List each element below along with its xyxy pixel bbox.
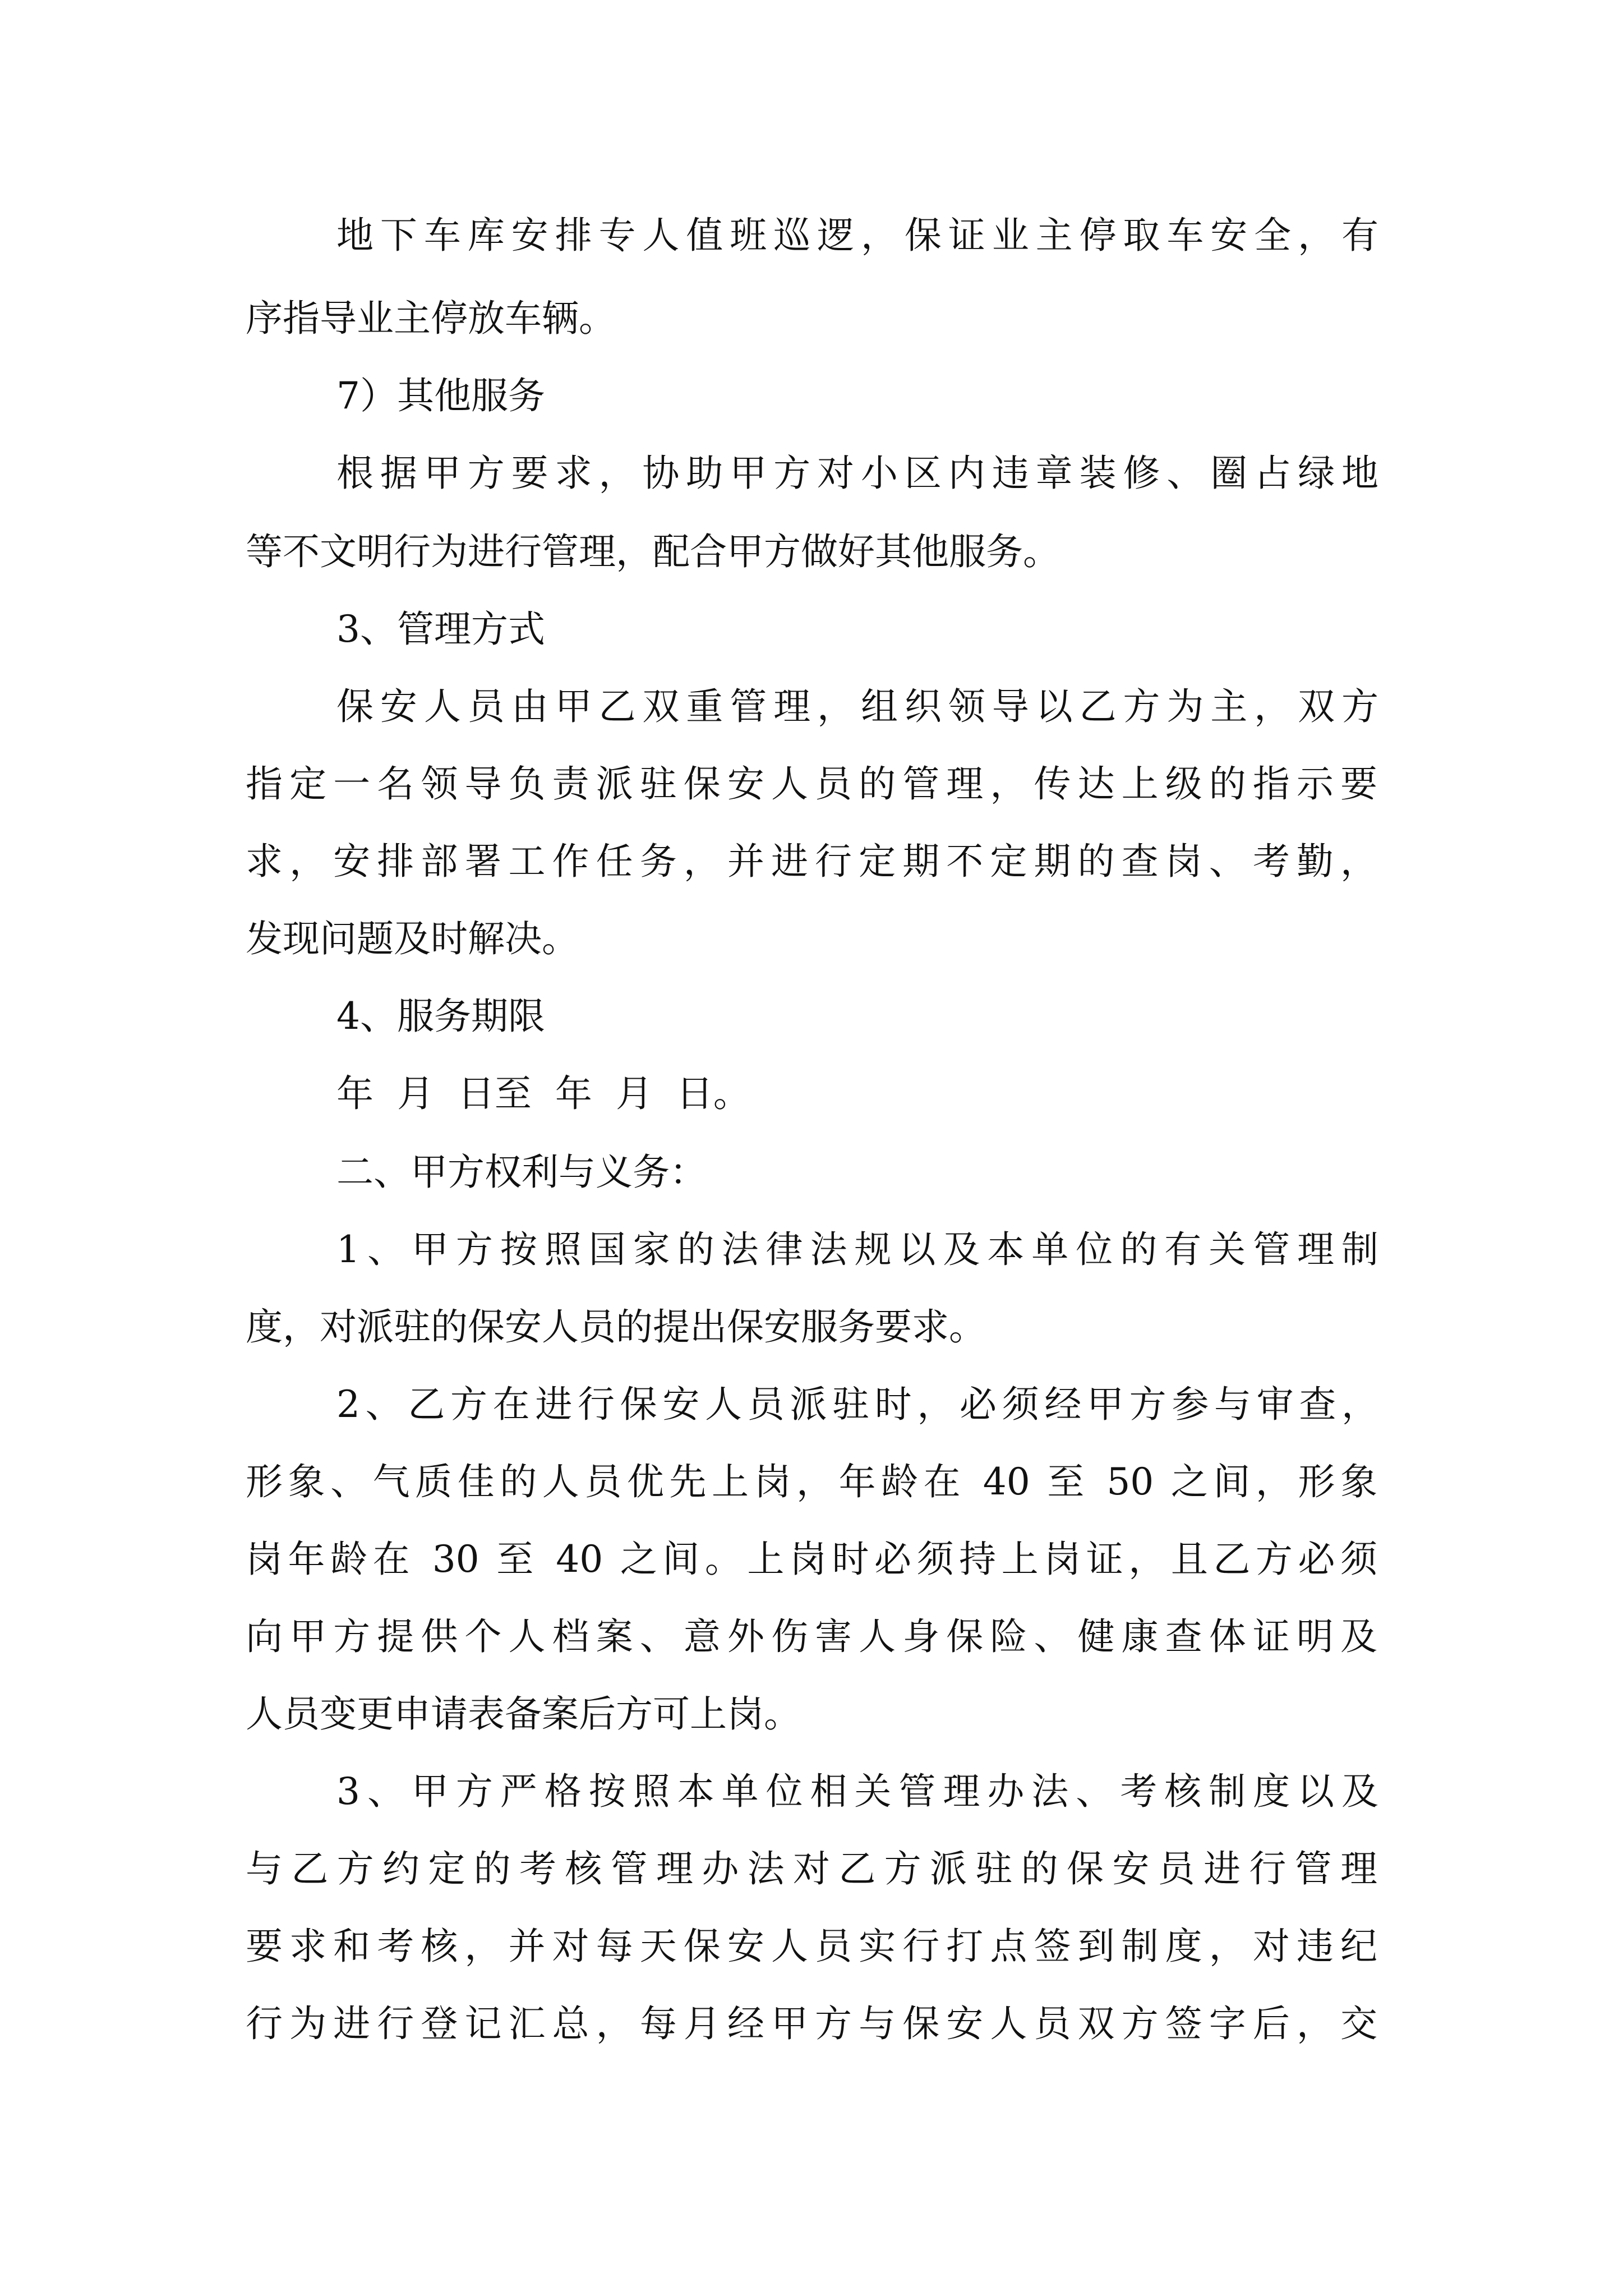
paragraph-line: 1、甲方按照国家的法律法规以及本单位的有关管理制	[336, 1228, 1378, 1271]
section-heading: 4、服务期限	[336, 995, 545, 1038]
paragraph-line: 岗年龄在 30 至 40 之间。上岗时必须持上岗证，且乙方必须	[246, 1538, 1377, 1581]
paragraph-line: 指定一名领导负责派驻保安人员的管理，传达上级的指示要	[246, 762, 1377, 806]
paragraph-line: 度，对派驻的保安人员的提出保安服务要求。	[246, 1305, 986, 1349]
section-heading: 二、甲方权利与义务：	[336, 1151, 707, 1194]
paragraph-line: 与乙方约定的考核管理办法对乙方派驻的保安员进行管理	[246, 1847, 1377, 1890]
paragraph-line: 地下车库安排专人值班巡逻，保证业主停取车安全，有	[336, 214, 1378, 257]
paragraph-line: 序指导业主停放车辆。	[246, 297, 616, 340]
paragraph-line: 2、乙方在进行保安人员派驻时，必须经甲方参与审查，	[336, 1383, 1378, 1426]
paragraph-line: 3、甲方严格按照本单位相关管理办法、考核制度以及	[336, 1770, 1378, 1813]
paragraph-line: 求，安排部署工作任务，并进行定期不定期的查岗、考勤，	[246, 840, 1377, 883]
paragraph-line: 保安人员由甲乙双重管理，组织领导以乙方为主，双方	[336, 685, 1378, 728]
paragraph-line: 要求和考核，并对每天保安人员实行打点签到制度，对违纪	[246, 1925, 1377, 1968]
section-heading: 3、管理方式	[336, 608, 545, 651]
paragraph-line: 等不文明行为进行管理，配合甲方做好其他服务。	[246, 530, 1060, 573]
paragraph-line: 向甲方提供个人档案、意外伤害人身保险、健康查体证明及	[246, 1615, 1377, 1658]
paragraph-line: 发现问题及时解决。	[246, 917, 579, 960]
date-line: 年 月 日至 年 月 日。	[336, 1072, 750, 1115]
section-heading: 7）其他服务	[336, 374, 545, 417]
paragraph-line: 根据甲方要求，协助甲方对小区内违章装修、圈占绿地	[336, 452, 1378, 495]
paragraph-line: 人员变更申请表备案后方可上岗。	[246, 1692, 801, 1736]
paragraph-line: 行为进行登记汇总，每月经甲方与保安人员双方签字后，交	[246, 2002, 1377, 2045]
paragraph-line: 形象、气质佳的人员优先上岗，年龄在 40 至 50 之间，形象	[246, 1460, 1377, 1503]
